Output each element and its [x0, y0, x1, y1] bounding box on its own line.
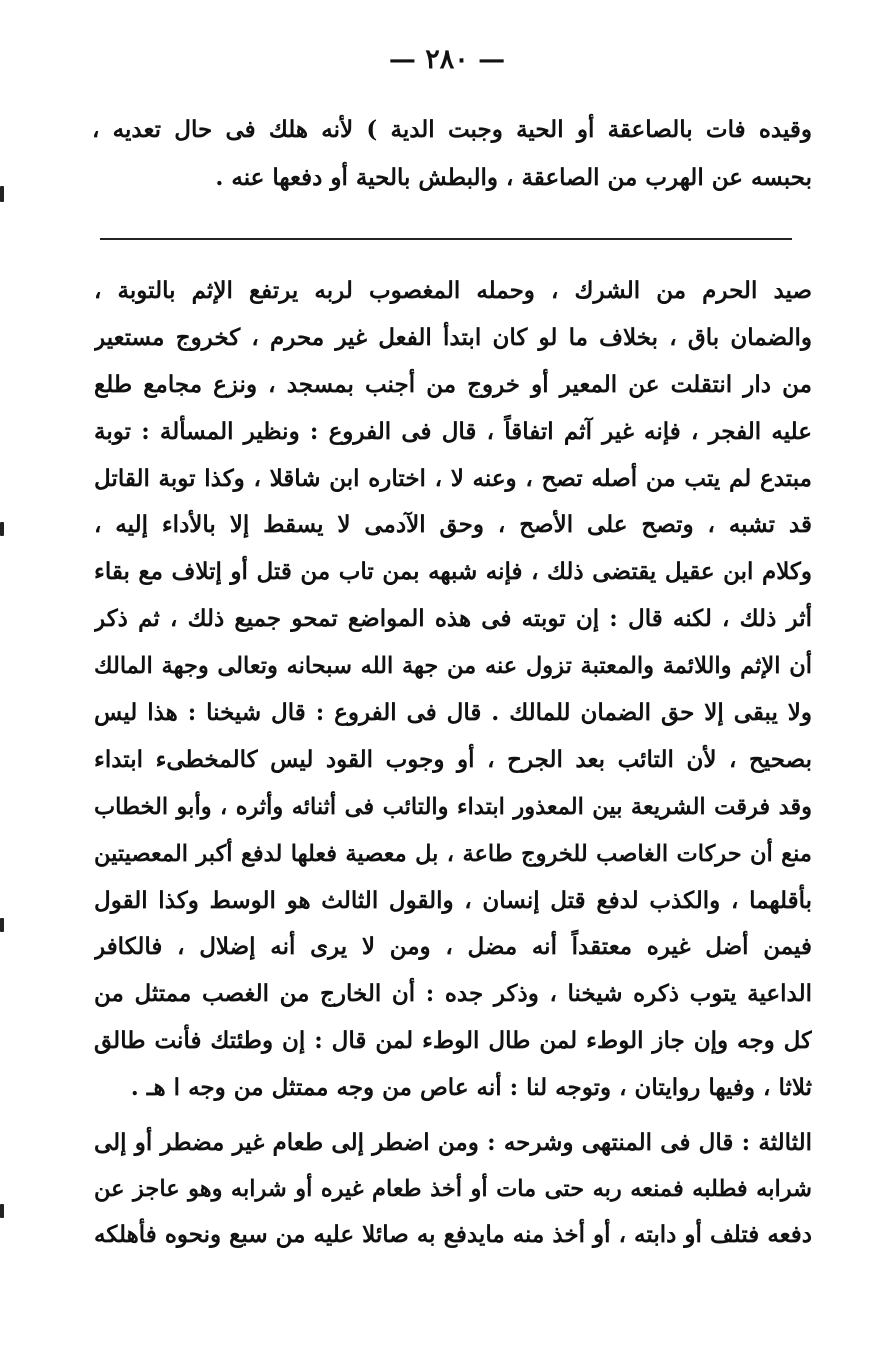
text-line: صيد الحرم من الشرك ، وحمله المغصوب لربه يرتفع الإثم بالتوبة ،	[94, 277, 812, 304]
text-line: شرابه فطلبه فمنعه ربه حتى مات أو أخذ طعام غيره أو شرابه وهو عاجز عن	[94, 1176, 812, 1202]
footnote-separator	[100, 238, 792, 240]
text-line: والضمان باق ، بخلاف ما لو كان ابتدأ الفعل غير محرم ، كخروج مستعير	[94, 323, 812, 351]
page-number: — ٢٨٠ —	[388, 44, 506, 75]
text-line: عليه الفجر ، فإنه غير آثم اتفاقاً ، قال فى الفروع : ونظير المسألة : توبة	[94, 417, 812, 445]
text-line: منع أن حركات الغاصب للخروج طاعة ، بل معصية فعلها لدفع أكبر المعصيتين	[94, 840, 812, 867]
text-line: بحبسه عن الهرب من الصاعقة ، والبطش بالحية أو دفعها عنه .	[215, 164, 812, 191]
scan-mark	[0, 522, 4, 536]
text-line: أن الإثم واللائمة والمعتبة تزول عنه من جهة الله سبحانه وتعالى وجهة المالك	[94, 653, 812, 680]
text-line: وقيده فات بالصاعقة أو الحية وجبت الدية ) لأنه هلك فى حال تعديه ،	[92, 116, 812, 143]
text-line: دفعه فتلف أو دابته ، أو أخذ منه مايدفع به صائلا عليه من سبع ونحوه فأهلكه	[94, 1221, 812, 1248]
commentary-paragraph	[92, 106, 812, 202]
text-line: ثلاثا ، وفيها روايتان ، وتوجه لنا : أنه عاص من وجه ممتثل من وجه ا هـ .	[130, 1074, 812, 1102]
text-line: كل وجه وإن جاز الوطء لمن طال الوطء لمن قال : إن وطئتك فأنت طالق	[94, 1027, 812, 1055]
text-line: الثالثة : قال فى المنتهى وشرحه : ومن اضطر إلى طعام غير مضطر أو إلى	[94, 1129, 812, 1156]
scan-mark	[0, 918, 4, 932]
third-issue-paragraph	[94, 1120, 812, 1258]
text-line: بأقلهما ، والكذب لدفع قتل إنسان ، والقول الثالث هو الوسط وكذا القول	[94, 886, 812, 914]
text-line: مبتدع لم يتب من أصله تصح ، وعنه لا ، اختاره ابن شاقلا ، وكذا توبة القاتل	[94, 464, 812, 492]
text-line: من دار انتقلت عن المعير أو خروج من أجنب بمسجد ، ونزع مجامع طلع	[94, 370, 812, 398]
text-line: الداعية يتوب ذكره شيخنا ، وذكر جده : أن الخارج من الغصب ممتثل من	[94, 980, 812, 1008]
scan-mark	[0, 186, 4, 202]
text-line: أثر ذلك ، لكنه قال : إن توبته فى هذه المواضع تمحو جميع ذلك ، ثم ذكر	[94, 605, 812, 633]
text-line: وقد فرقت الشريعة بين المعذور ابتداء والتائب فى أثنائه وأثره ، وأبو الخطاب	[94, 793, 812, 820]
scan-mark	[0, 1204, 4, 1218]
text-line: وكلام ابن عقيل يقتضى ذلك ، فإنه شبهه بمن تاب من قتل أو إتلاف مع بقاء	[94, 558, 812, 586]
text-line: فيمن أضل غيره معتقداً أنه مضل ، ومن لا يرى أنه إضلال ، فالكافر	[94, 933, 812, 961]
footnote-paragraph	[94, 268, 812, 1112]
text-line: ولا يبقى إلا حق الضمان للمالك . قال فى الفروع : قال شيخنا : هذا ليس	[94, 699, 812, 727]
text-line: بصحيح ، لأن التائب بعد الجرح ، أو وجوب القود ليس كالمخطىء ابتداء	[94, 745, 812, 773]
text-line: قد تشبه ، وتصح على الأصح ، وحق الآدمى لا يسقط إلا بالأداء إليه ،	[94, 511, 812, 539]
